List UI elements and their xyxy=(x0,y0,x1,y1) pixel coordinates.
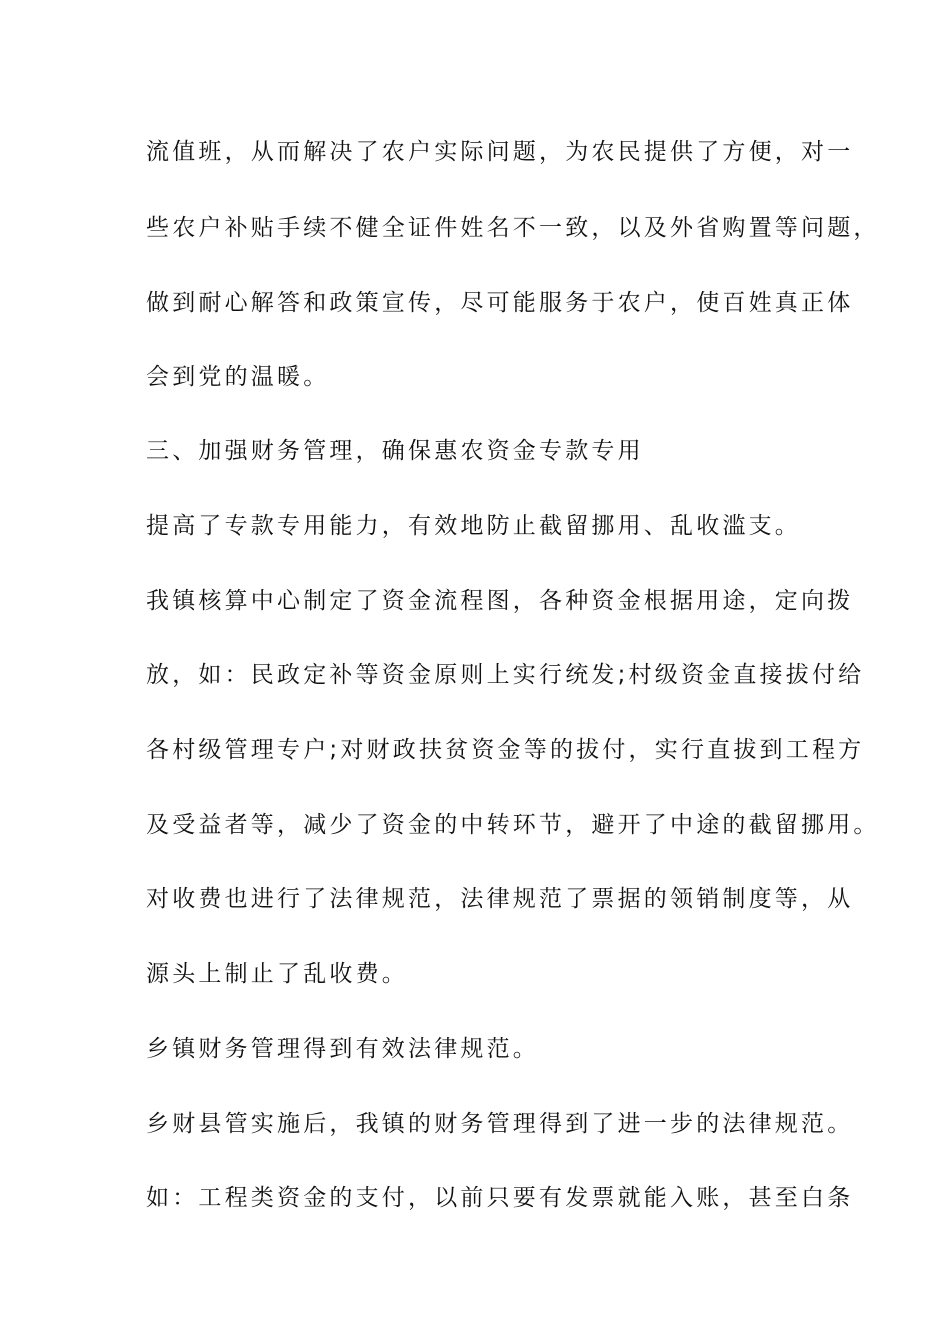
paragraph-line: 及受益者等，减少了资金的中转环节，避开了中途的截留挪用。 xyxy=(146,812,880,838)
paragraph-line: 乡镇财务管理得到有效法律规范。 xyxy=(146,1036,539,1062)
paragraph-line: 对收费也进行了法律规范，法律规范了票据的领销制度等，从 xyxy=(146,886,854,912)
paragraph-line: 流值班，从而解决了农户实际问题，为农民提供了方便，对一 xyxy=(146,139,854,165)
paragraph-line: 会到党的温暖。 xyxy=(146,364,330,390)
section-heading: 三、加强财务管理，确保惠农资金专款专用 xyxy=(146,438,644,464)
paragraph-line: 提高了专款专用能力，有效地防止截留挪用、乱收滥支。 xyxy=(146,513,801,539)
paragraph-line: 源头上制止了乱收费。 xyxy=(146,961,408,987)
paragraph-line: 如：工程类资金的支付，以前只要有发票就能入账，甚至白条 xyxy=(146,1185,854,1211)
paragraph-line: 放，如：民政定补等资金原则上实行统发;村级资金直接拔付给 xyxy=(146,662,865,688)
paragraph-line: 我镇核算中心制定了资金流程图，各种资金根据用途，定向拨 xyxy=(146,588,854,614)
paragraph-line: 些农户补贴手续不健全证件姓名不一致，以及外省购置等问题， xyxy=(146,215,880,241)
paragraph-line: 做到耐心解答和政策宣传，尽可能服务于农户，使百姓真正体 xyxy=(146,290,854,316)
paragraph-line: 乡财县管实施后，我镇的财务管理得到了进一步的法律规范。 xyxy=(146,1111,854,1137)
paragraph-line: 各村级管理专户;对财政扶贫资金等的拔付，实行直拔到工程方 xyxy=(146,737,865,763)
